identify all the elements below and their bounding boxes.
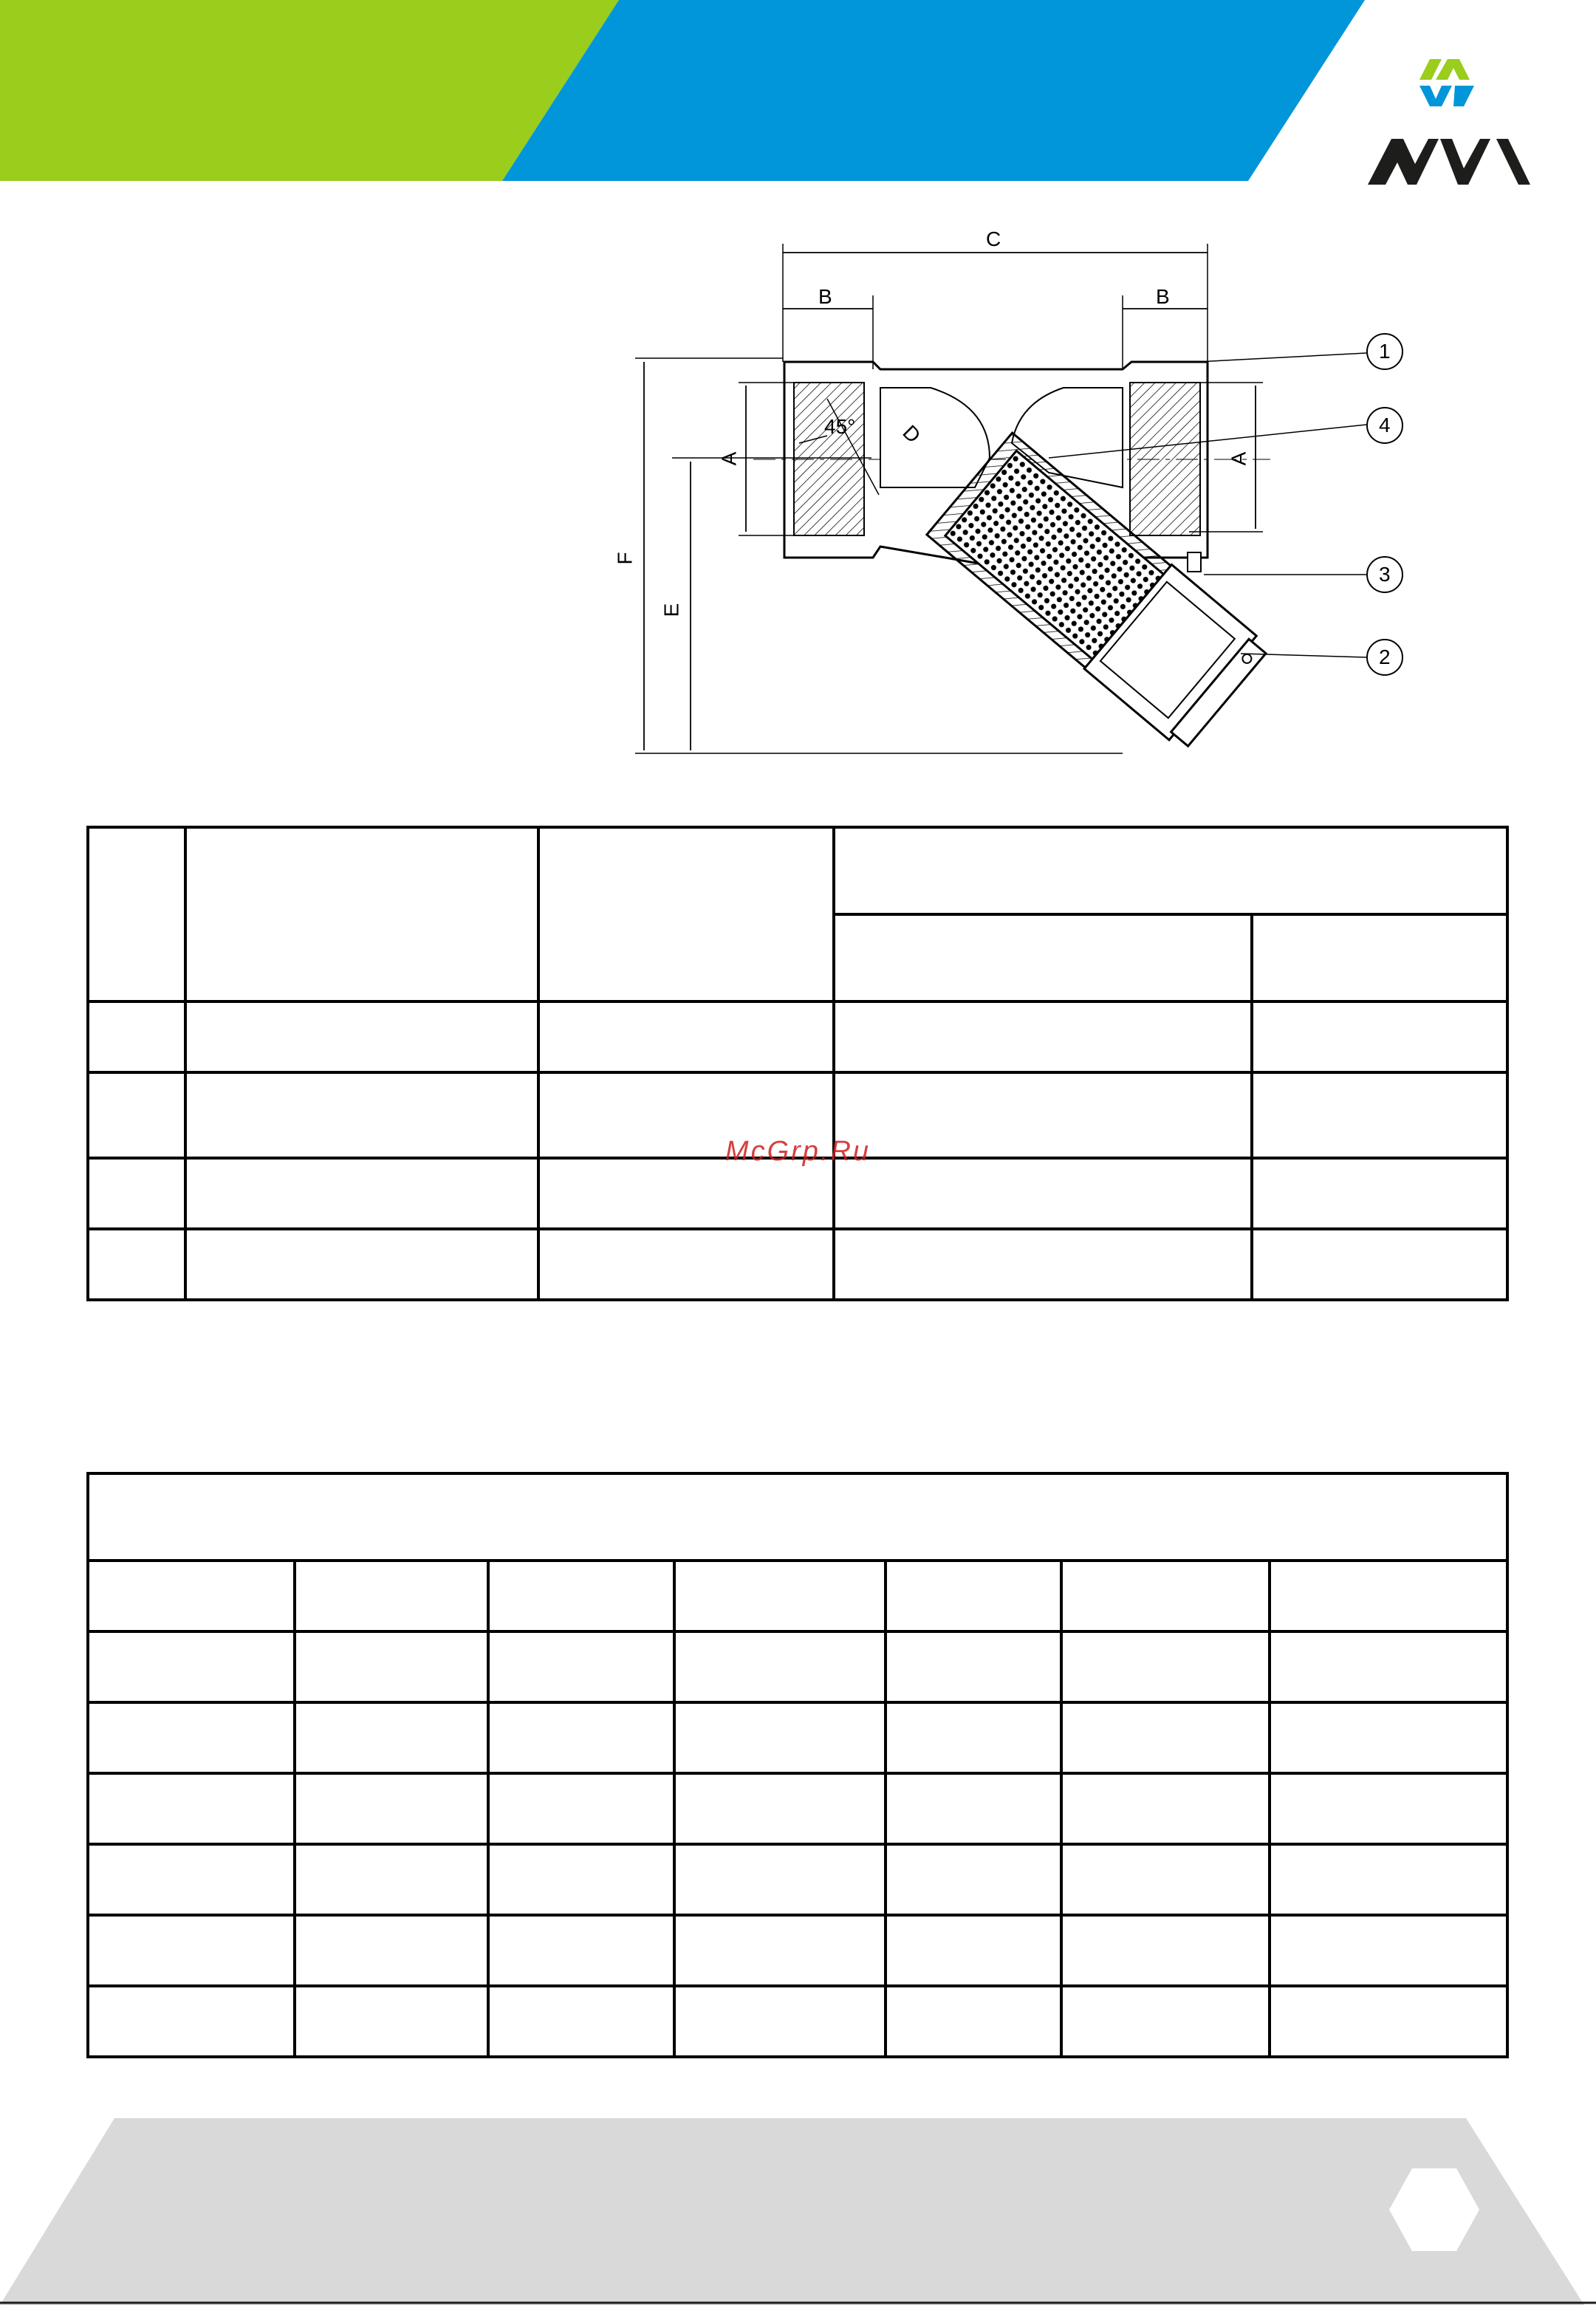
- table-cell: [488, 1844, 674, 1915]
- table-row: [88, 1473, 1507, 1561]
- table-cell: [88, 1844, 295, 1915]
- logo-letter-i: [1496, 139, 1530, 185]
- table-cell: [185, 1229, 538, 1300]
- table-cell: [1270, 1915, 1507, 1986]
- table-cell: [538, 827, 834, 1001]
- table-row: [88, 1229, 1507, 1300]
- table-cell: [1061, 1844, 1270, 1915]
- table-cell: [1061, 1915, 1270, 1986]
- table-cell: [488, 1561, 674, 1631]
- table-cell: [886, 1631, 1061, 1702]
- mvi-logo-icon: [1359, 44, 1544, 192]
- table-cell: [295, 1844, 488, 1915]
- table-cell: [1061, 1631, 1270, 1702]
- table-cell: [674, 1915, 886, 1986]
- brand-logo: [1359, 44, 1544, 192]
- callout-4: 4: [1379, 414, 1391, 436]
- table-cell: [488, 1702, 674, 1773]
- table-cell: [88, 1773, 295, 1844]
- table-cell: [1270, 1561, 1507, 1631]
- table-cell: [834, 1001, 1252, 1072]
- table-cell: [1252, 1229, 1507, 1300]
- logo-green-chevron-2: [1436, 59, 1470, 80]
- banner-blue-band: [502, 0, 1365, 181]
- logo-blue-chevron-2: [1453, 86, 1474, 106]
- table-cell: [1061, 1561, 1270, 1631]
- table-cell: [1270, 1702, 1507, 1773]
- table-cell: [674, 1844, 886, 1915]
- table-cell: [488, 1773, 674, 1844]
- dimension-d-label: D: [898, 420, 925, 448]
- table-cell: [886, 1561, 1061, 1631]
- table-cell: [88, 1561, 295, 1631]
- table-cell: [886, 1915, 1061, 1986]
- table-cell: [88, 1986, 295, 2057]
- table-cell: [1270, 1631, 1507, 1702]
- dimension-b-left-label: B: [818, 285, 832, 308]
- table-row: [88, 1158, 1507, 1229]
- table-cell: [88, 1229, 185, 1300]
- table-cell: [538, 1001, 834, 1072]
- header-banner: [0, 0, 1596, 185]
- table-cell: [88, 827, 185, 1001]
- table-cell: [674, 1631, 886, 1702]
- table-cell: [886, 1773, 1061, 1844]
- table-cell: [674, 1773, 886, 1844]
- footer-gray-band: [0, 2118, 1584, 2305]
- table-cell: [88, 1001, 185, 1072]
- table-cell: [295, 1773, 488, 1844]
- callout-2: 2: [1379, 645, 1391, 668]
- dimension-e-label: E: [660, 603, 683, 617]
- table-cell: [488, 1631, 674, 1702]
- materials-table: [86, 826, 1509, 1301]
- table-cell: [88, 1915, 295, 1986]
- table-cell: [1061, 1702, 1270, 1773]
- table-cell: [886, 1844, 1061, 1915]
- table-row: [88, 1702, 1507, 1773]
- table-row: [88, 827, 1507, 914]
- table-cell: [295, 1561, 488, 1631]
- dimension-c-label: C: [986, 227, 1001, 250]
- table-cell: [834, 914, 1252, 1001]
- table-cell: [295, 1702, 488, 1773]
- table-row: [88, 1844, 1507, 1915]
- table-cell: [295, 1915, 488, 1986]
- table-cell: [1270, 1844, 1507, 1915]
- table-cell: [1061, 1773, 1270, 1844]
- footer-band: [0, 2112, 1596, 2305]
- table-cell: [185, 1001, 538, 1072]
- dimensions-table: [86, 1472, 1509, 2058]
- table-cell: [88, 1631, 295, 1702]
- table-row: [88, 1001, 1507, 1072]
- dimension-f-label: F: [613, 552, 637, 565]
- table-cell: [834, 1158, 1252, 1229]
- table-cell: [674, 1986, 886, 2057]
- table-cell: [886, 1986, 1061, 2057]
- table-cell: [488, 1915, 674, 1986]
- angle-label: 45°: [824, 415, 856, 438]
- table-cell: [674, 1561, 886, 1631]
- table-row: [88, 1986, 1507, 2057]
- table-cell: [88, 1158, 185, 1229]
- callout-3: 3: [1379, 563, 1391, 586]
- table-cell: [1252, 1158, 1507, 1229]
- table-cell: [1061, 1986, 1270, 2057]
- table-row: [88, 1773, 1507, 1844]
- table-cell: [674, 1702, 886, 1773]
- table-cell: [1270, 1986, 1507, 2057]
- dimension-a-left-label: A: [717, 451, 741, 466]
- strainer-drawing: [606, 222, 1418, 783]
- table-cell: [1252, 1001, 1507, 1072]
- table-cell: [1252, 914, 1507, 1001]
- table-cell: [295, 1986, 488, 2057]
- table-cell: [886, 1702, 1061, 1773]
- table-row: [88, 1915, 1507, 1986]
- table-cell: [538, 1229, 834, 1300]
- table-cell: [834, 1229, 1252, 1300]
- dimension-b-right-label: B: [1156, 285, 1170, 308]
- table-cell: [1270, 1773, 1507, 1844]
- strainer-svg: [606, 222, 1418, 783]
- watermark: McGrp.Ru: [725, 1136, 871, 1167]
- dimension-a-right-label: A: [1227, 451, 1250, 466]
- table-cell: [185, 1158, 538, 1229]
- table-cell: [88, 1702, 295, 1773]
- logo-letter-v: [1440, 139, 1490, 185]
- logo-letter-m: [1368, 139, 1439, 185]
- table-cell: [538, 1158, 834, 1229]
- table-row: [88, 1561, 1507, 1631]
- table-cell: [185, 827, 538, 1001]
- table-cell: [88, 1473, 1507, 1561]
- table-cell: [488, 1986, 674, 2057]
- logo-blue-chevron: [1419, 86, 1452, 106]
- table-row: [88, 1631, 1507, 1702]
- callout-1: 1: [1379, 340, 1391, 363]
- table-cell: [834, 827, 1507, 914]
- table-cell: [295, 1631, 488, 1702]
